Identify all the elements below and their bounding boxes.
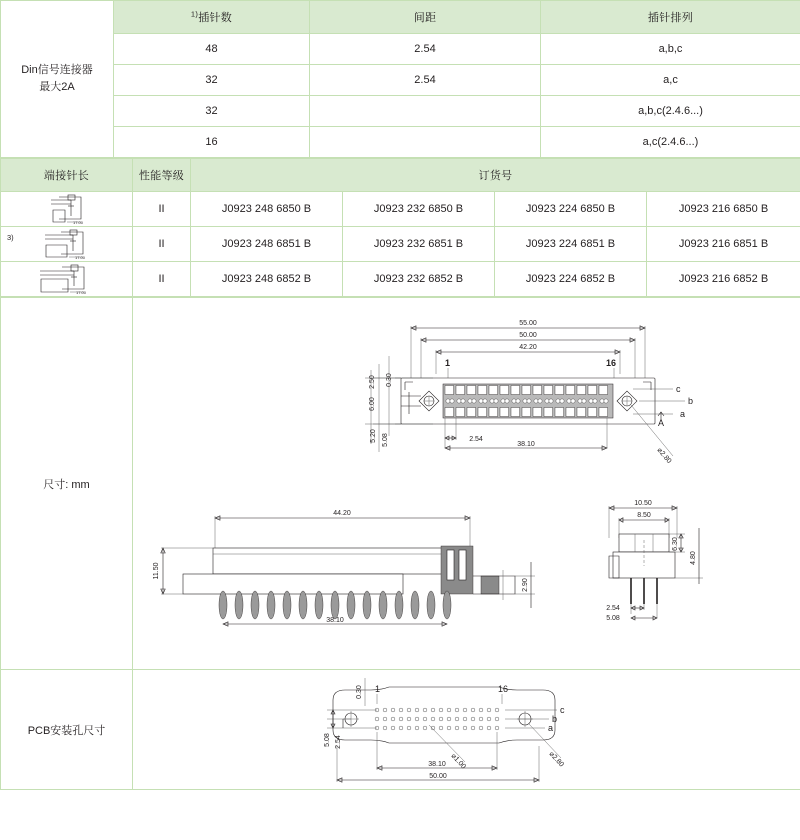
pcb-mount-hole-note: ⌀2.80 bbox=[547, 750, 565, 769]
column-header-pin-length: 端接针长 bbox=[1, 159, 133, 192]
row-label-a: a bbox=[680, 409, 686, 419]
pcb-section-label: PCB安装孔尺寸 bbox=[1, 670, 133, 790]
svg-text:17.00: 17.00 bbox=[72, 220, 83, 225]
cell-order-number: J0923 216 6852 B bbox=[647, 262, 800, 297]
product-name-cell bbox=[1, 1, 114, 158]
pcb-dim-50-00: 50.00 bbox=[429, 773, 447, 780]
dim-2-54: 2.54 bbox=[469, 436, 483, 443]
dim-44-20: 44.20 bbox=[333, 510, 351, 517]
spec-table bbox=[0, 0, 800, 158]
column-header-arrangement-label: 插针排列 bbox=[647, 12, 694, 24]
pcb-row-label-c: c bbox=[560, 705, 565, 715]
cell-arrangement: a,c(2.4.6...) bbox=[541, 127, 800, 158]
table-row bbox=[1, 262, 800, 297]
dimension-drawings-cell bbox=[133, 298, 800, 670]
section-mark-a: A bbox=[658, 418, 665, 428]
dim-5-20: 5.20 bbox=[370, 429, 377, 443]
order-table bbox=[0, 158, 800, 297]
pin-label-last: 16 bbox=[606, 358, 617, 368]
column-header-pitch-label: 间距 bbox=[413, 12, 437, 24]
cell-pin-count: 32 bbox=[114, 65, 310, 96]
cell-order-number: J0923 248 6852 B bbox=[191, 262, 343, 297]
pcb-row bbox=[1, 670, 800, 790]
table-row bbox=[1, 192, 800, 227]
pcb-dim-38-10: 38.10 bbox=[428, 761, 446, 768]
cell-grade: II bbox=[133, 262, 191, 297]
dim-55-00: 55.00 bbox=[519, 320, 537, 327]
dim-38-10: 38.10 bbox=[517, 441, 535, 448]
dim-2-54-end: 2.54 bbox=[606, 605, 620, 612]
dim-38-10-side: 38.10 bbox=[326, 617, 344, 624]
cell-pitch bbox=[310, 96, 541, 127]
dimension-section-label: 尺寸: mm bbox=[1, 298, 133, 670]
table-row bbox=[1, 227, 800, 262]
cell-pitch: 2.54 bbox=[310, 65, 541, 96]
cell-order-number: J0923 224 6852 B bbox=[495, 262, 647, 297]
dim-10-50: 10.50 bbox=[634, 500, 652, 507]
contact-row-c bbox=[445, 386, 608, 395]
cell-arrangement: a,b,c(2.4.6...) bbox=[541, 96, 800, 127]
dim-2-90: 2.90 bbox=[522, 578, 529, 592]
end-view-drawing bbox=[573, 488, 733, 628]
cell-order-number: J0923 232 6851 B bbox=[343, 227, 495, 262]
pin-length-medium-icon bbox=[1, 227, 133, 262]
cell-order-number: J0923 216 6851 B bbox=[647, 227, 800, 262]
column-header-arrangement bbox=[541, 1, 800, 34]
hole-note-2-80: ⌀2.80 bbox=[655, 446, 673, 465]
product-name-line1: Din信号连接器 bbox=[21, 63, 93, 76]
order-table-header-row bbox=[1, 159, 800, 192]
dim-5-08-end: 5.08 bbox=[606, 615, 620, 622]
cell-arrangement: a,b,c bbox=[541, 34, 800, 65]
column-header-pitch bbox=[310, 1, 541, 34]
pcb-hole-note: ⌀1.00 bbox=[449, 752, 467, 771]
spec-table-header-row bbox=[1, 1, 800, 34]
cell-order-number: J0923 248 6850 B bbox=[191, 192, 343, 227]
pcb-hole-grid bbox=[375, 708, 499, 730]
dimension-row bbox=[1, 298, 800, 670]
dim-6-30: 6.30 bbox=[672, 537, 679, 551]
pcb-pin-label-last: 16 bbox=[498, 684, 509, 694]
row-label-b: b bbox=[688, 396, 694, 406]
svg-text:17.00: 17.00 bbox=[75, 290, 86, 295]
pcb-drawing bbox=[133, 670, 800, 789]
cell-grade: II bbox=[133, 192, 191, 227]
dim-2-50: 2.50 bbox=[369, 375, 376, 389]
cell-pitch: 2.54 bbox=[310, 34, 541, 65]
table-row bbox=[1, 96, 800, 127]
column-header-order-number: 订货号 bbox=[191, 159, 800, 192]
cell-order-number: J0923 216 6850 B bbox=[647, 192, 800, 227]
table-row bbox=[1, 127, 800, 158]
product-name-line2: 最大2A bbox=[39, 81, 75, 93]
dimension-drawings bbox=[133, 298, 800, 669]
cell-pin-count: 16 bbox=[114, 127, 310, 158]
dim-0-30: 0.30 bbox=[386, 373, 393, 387]
drawings-table bbox=[0, 297, 800, 790]
pcb-pin-label-first: 1 bbox=[375, 684, 381, 694]
pcb-dim-2-54: 2.54 bbox=[335, 735, 342, 749]
column-header-grade: 性能等级 bbox=[133, 159, 191, 192]
dim-11-50: 11.50 bbox=[153, 562, 160, 580]
cell-order-number: J0923 224 6851 B bbox=[495, 227, 647, 262]
table-row bbox=[1, 65, 800, 96]
dim-42-20: 42.20 bbox=[519, 344, 537, 351]
pcb-drawing-cell bbox=[133, 670, 800, 790]
footnote-marker-1: 1) bbox=[190, 9, 199, 19]
footnote-marker-3: 3) bbox=[7, 233, 14, 242]
pin-tails bbox=[219, 591, 451, 619]
dim-6-00: 6.00 bbox=[369, 397, 376, 411]
cell-pin-count: 32 bbox=[114, 96, 310, 127]
cell-grade: II bbox=[133, 227, 191, 262]
svg-text:17.00: 17.00 bbox=[74, 255, 85, 260]
cell-order-number: J0923 224 6850 B bbox=[495, 192, 647, 227]
cell-order-number: J0923 232 6852 B bbox=[343, 262, 495, 297]
contact-row-a bbox=[445, 408, 608, 417]
pin-length-long-icon bbox=[1, 262, 133, 297]
pin-label-first: 1 bbox=[445, 358, 451, 368]
pcb-dim-0-30: 0.30 bbox=[356, 685, 363, 699]
column-header-pin-count bbox=[114, 1, 310, 34]
cell-arrangement: a,c bbox=[541, 65, 800, 96]
row-label-c: c bbox=[676, 384, 681, 394]
dim-5-08: 5.08 bbox=[382, 433, 389, 447]
dim-8-50: 8.50 bbox=[637, 512, 651, 519]
cell-order-number: J0923 248 6851 B bbox=[191, 227, 343, 262]
table-row bbox=[1, 34, 800, 65]
pcb-row-label-a: a bbox=[548, 723, 554, 733]
dim-4-80: 4.80 bbox=[690, 551, 697, 565]
front-view-drawing bbox=[133, 304, 800, 494]
pcb-hole-pattern-drawing bbox=[293, 670, 793, 790]
dim-50-00: 50.00 bbox=[519, 332, 537, 339]
column-header-pin-count-label: 插针数 bbox=[198, 12, 233, 24]
pin-length-short-icon bbox=[1, 192, 133, 227]
cell-order-number: J0923 232 6850 B bbox=[343, 192, 495, 227]
pcb-dim-5-08: 5.08 bbox=[324, 733, 331, 747]
cell-pin-count: 48 bbox=[114, 34, 310, 65]
side-view-drawing bbox=[143, 488, 543, 628]
cell-pitch bbox=[310, 127, 541, 158]
pcb-row-label-b: b bbox=[552, 714, 558, 724]
end-view-pins bbox=[631, 578, 657, 604]
